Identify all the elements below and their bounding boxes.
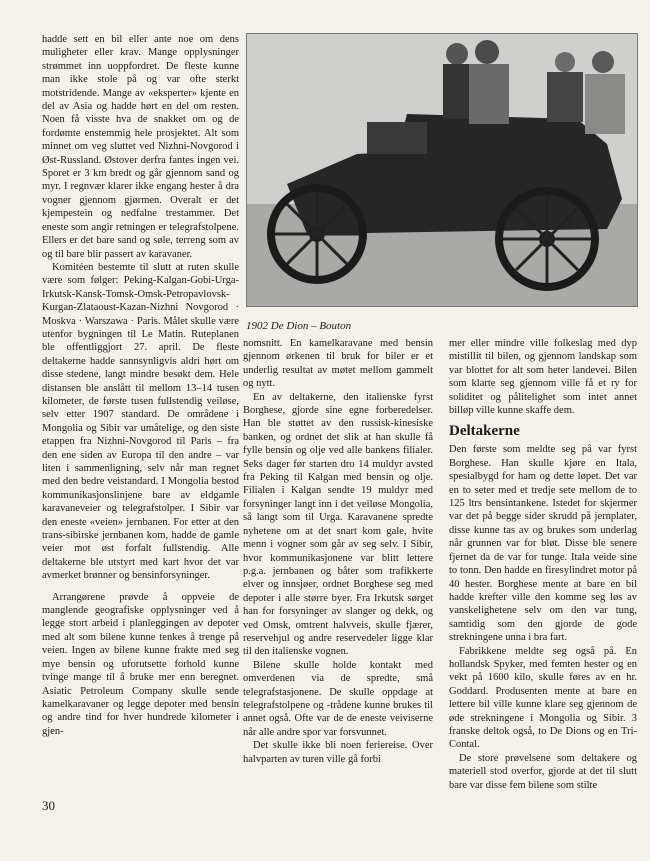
page-number: 30 [42,798,55,813]
paragraph: mer eller mindre ville folkeslag med dyp mistillit til bilen, og gjennom landskap som var blottet for alt som heter landevei. Bilen som klarte seg gjennom ville få et ry for soliditet og pålitelighet som intet annet billøp ville kunne skaffe dem. [449,338,637,417]
vintage-car-photo [246,33,638,307]
paragraph: Det skulle ikke bli noen feriereise. Over halvparten av turen ville gå forbi [243,740,433,765]
paragraph: Bilene skulle holde kontakt med omverdenen via de spredte, små telegrafstasjonene. De skulle oppdage at telegrafstolpene og -trådene kunne brukes til annet også. Ofte var de de eneste veiviserne når alle andre spor var forsvunnet. [243,659,433,738]
paragraph: De store prøvelsene som deltakere og materiell stod overfor, gjorde at det til slutt bare var disse fem bilene som stilte [449,752,637,791]
section-heading: Deltakerne [449,423,520,440]
text-column-left [42,33,239,738]
paragraph: Fabrikkene meldte seg også på. En hollandsk Spyker, med femten hester og en vekt på 1600 kilo, skulle føres av en hr. Goddard. Produsenten mente at bare en lettere bil ville kunne klare seg gjennom de øde strekningene i Mongolia og Sibir. 3 franske deltok også, to De Dions og en Tri-Contal. [449,645,637,751]
paragraph: Komitéen bestemte til slutt at ruten skulle være som følger: Peking-Kalgan-Gobi-Urga-Irkutsk-Kansk-Tomsk-Omsk-Petropavlovsk-Kurgan-Zlataoust-Kazan-Nizhni Novgorod · Moskva · Warszawa · Paris. Målet skulle være utenfor bygningen til Le Matin. Ruteplanen ble offentliggjort 27. april. De fleste deltakerne hadde sannsynligvis aldri hørt om disse stedene, langt mindre besøkt dem. Hele distansen ble anslått til mellom 13–14 tusen kilometer, de første tusen fullstendig veiløse, selv etter 1907 standard. De områdene i Mongolia og Sibir var umåtelige, og den siste etappen fra Nizhni-Novgorod til Paris – fra den ene siden av Europa til den andre – var liten i sammenligning, selv når man regnet med den bedre veistandard. I Mongolia bestod kommunikasjonslinjene bare av eldgamle karavaneveier og telegrafstolper. I Sibir var den eneste «veien» jernbanen. For etter at den trans-sibirske jernbanen kom, hadde de gamle veier mot øst forfalt fullstendig. Alle deltakerne ble utstyrt med kart hvor det var avmerket brønner og bensinforsyninger. [42,261,239,582]
paragraph: Den første som meldte seg på var fyrst Borghese. Han skulle kjøre en Itala, spesialbygd for ham og dette løpet. Det var en to seter med et tredje sete mellom de to 125 ltrs bensintankene. Istedet for skjermer var det på begge sider skrudd på jernplater, disse kunne tas av og brukes som underlag når grunnen var for bløt. Disse ble senere fjernet da de var for tunge. Itala veide sine to tonn. Den hadde en firesylindret motor på 40 hester. Borghese mente at bare en bil hadde krefter ville den komme seg løs av vanskelighetene selv om den var tung, samtidig som den gjorde de gode strekningene unna i bra fart. [449,444,637,644]
text-column-right [449,337,637,792]
text-column-middle [243,337,433,766]
paragraph: Arrangørene prøvde å oppveie de manglende geografiske opplysninger ved å legge stort arbeid i planleggingen av depoter med alt som bilene kunne tenkes å trenge på veien. Ingen av bilene kunne frakte med seg mye bensin og uforutsette forhold kunne tvinge mange til å bruke mer enn beregnet. Asiatic Petroleum Company skulle sende kamelkaravaner og legge depoter med bensin og andre tind for hver hundrede kilometer i gjen- [42,591,239,737]
photo-caption: 1902 De Dion – Bouton [246,320,352,332]
paragraph: nomsnitt. En kamelkaravane med bensin gjennom ørkenen til bruk for biler er et underlig resultat av møtet mellom gammelt og nytt. [243,338,433,390]
paragraph: hadde sett en bil eller ante noe om dens muligheter eller krav. Mange opplysninger strømmet inn uoppfordret. De fleste kunne man ikke stole på og var ofte sterkt motstridende. Mange av «eksperter» kjente en del av Asia og hadde hørt en del om resten. Noen få visste hva de snakket om og de fordømte enstemmig hele prosjektet. Alt som minnet om veg sluttet ved Nizhni-Novgorod i Øst-Russland. Østover derfra fantes ingen vei. Sporet er 3 km bredt og går gjennom sand og myr. I regnvær klarer ikke engang hester å dra vogner gjennom gjørmen. Overalt er det kjempestein og nedfalne trestammer. Det eneste som angir retningen er telegrafstolpene. Ellers er det bare sand og søle, terreng som av og til bare blir passert av karavaner. [42,34,239,260]
paragraph: En av deltakerne, den italienske fyrst Borghese, gjorde sine egne forberedelser. Han ble støttet av den russisk-kinesiske banken, og ordnet det slik at han skulle få fylle bensin og olje ved alle bankens filialer. Seks dager før starten dro 14 muldyr avsted fra Peking til Kalgan med bensin og olje. Filialen i Kalgan sendte 19 muldyr med forsyninger langt inn i det veiløse Mongolia, så langt som til Urga. Karavanene spredte nyhetene om at det snart kom gale, hvite menn i vogner som går av seg selv. I Sibir, hvor kommunikasjonene var blitt lettere p.g.a. jernbanen og båter som trafikkerte elver og innsjøer, ordnet Borghese seg med depoter i alle større byer. Fra Irkutsk sørget han for forsyninger av slanger og dekk, og ved Omsk, omtrent halvveis, skulle fjærer, reservehjul og andre reservedeler ligge klar til den italienske vognen. [243,391,433,658]
